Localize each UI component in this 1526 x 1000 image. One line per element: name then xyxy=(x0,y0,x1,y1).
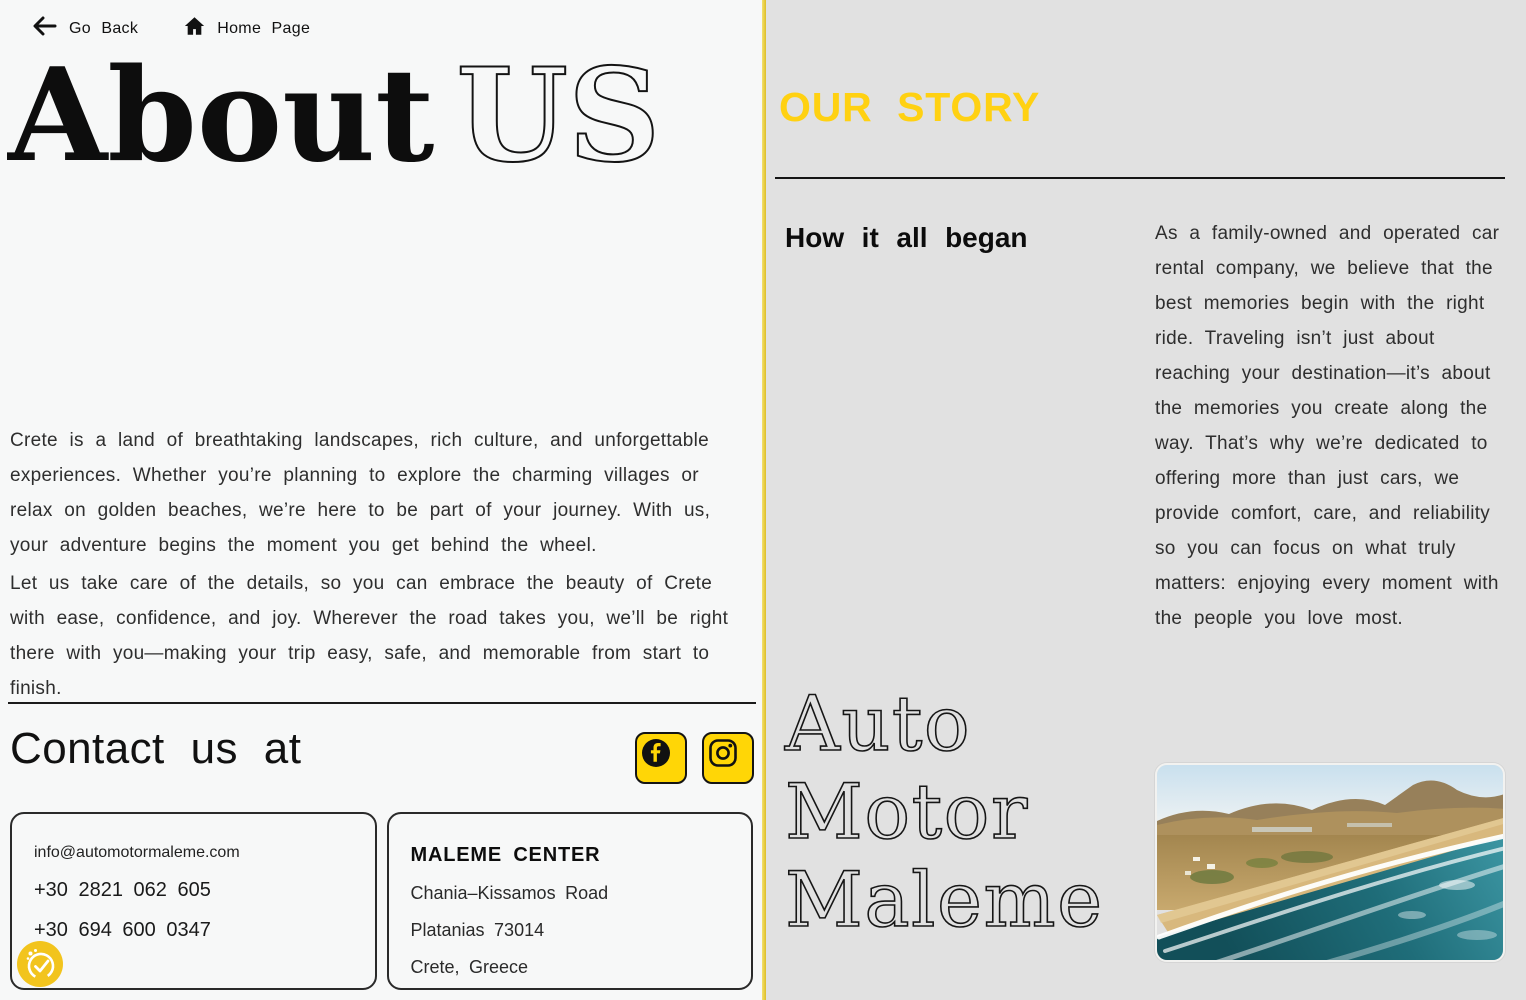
address-title: MALEME CENTER xyxy=(410,844,601,866)
our-story-panel xyxy=(766,0,1526,1000)
brand-wordmark xyxy=(785,680,1104,944)
beach-aerial-photo xyxy=(1155,763,1505,962)
contact-details-card xyxy=(10,812,377,990)
home-page-button[interactable] xyxy=(184,16,310,41)
instagram-icon xyxy=(708,755,738,772)
top-navigation xyxy=(33,16,310,41)
page-title-outline: US xyxy=(456,41,661,191)
page-title-solid: About xyxy=(8,41,435,191)
instagram-button[interactable] xyxy=(702,732,754,784)
address-line-road: Chania–Kissamos Road xyxy=(410,883,609,903)
back-arrow-icon xyxy=(33,16,57,41)
facebook-icon xyxy=(641,755,671,772)
address-line-region: Crete, Greece xyxy=(410,957,529,977)
story-subheading: How it all began xyxy=(785,222,1028,253)
contact-info-row xyxy=(10,812,753,990)
brand-line-maleme: Maleme xyxy=(785,855,1104,944)
address-card xyxy=(387,812,754,990)
go-back-button[interactable] xyxy=(33,16,138,41)
contact-phone-mobile: +30 694 600 0347 xyxy=(34,919,211,941)
go-back-label: Go Back xyxy=(69,19,139,37)
social-links xyxy=(635,732,754,784)
brand-line-motor: Motor xyxy=(785,767,1029,856)
home-icon xyxy=(184,16,205,41)
story-heading-divider xyxy=(775,177,1505,179)
about-panel xyxy=(0,0,762,1000)
contact-email: info@automotormaleme.com xyxy=(34,844,240,861)
contact-section-divider xyxy=(8,702,756,704)
page-title xyxy=(8,41,661,191)
home-page-label: Home Page xyxy=(217,19,311,37)
contact-heading: Contact us at xyxy=(10,724,302,773)
intro-paragraph-1: Crete is a land of breathtaking landscapes, rich culture, and unforgettable experiences. Whether you’re planning to explore the charming villages or relax on golden beaches, we’re here to be part of your journey. With us, your adventure begins the moment you get behind the wheel. xyxy=(10,430,711,556)
clock-check-badge-icon xyxy=(17,941,63,987)
address-line-town: Platanias 73014 xyxy=(410,920,545,940)
story-heading: OUR STORY xyxy=(779,84,1041,130)
facebook-button[interactable] xyxy=(635,732,687,784)
brand-line-auto: Auto xyxy=(785,679,972,768)
contact-phone-primary: +30 2821 062 605 xyxy=(34,879,211,901)
story-paragraph: As a family-owned and operated car rental company, we believe that the best memories begin with the right ride. Traveling isn’t just about reaching your destination—it’s about the memories you create along the way. That’s why we’re dedicated to offering more than just cars, we provide comfort, care, and reliability so you can focus on what truly matters: enjoying every moment with the people you love most. xyxy=(1155,223,1500,629)
intro-paragraph-2: Let us take care of the details, so you can embrace the beauty of Crete with ease, confidence, and joy. Wherever the road takes you, we’ll be right there with you—making your trip easy, safe, and memorable from start to finish. xyxy=(10,573,729,699)
